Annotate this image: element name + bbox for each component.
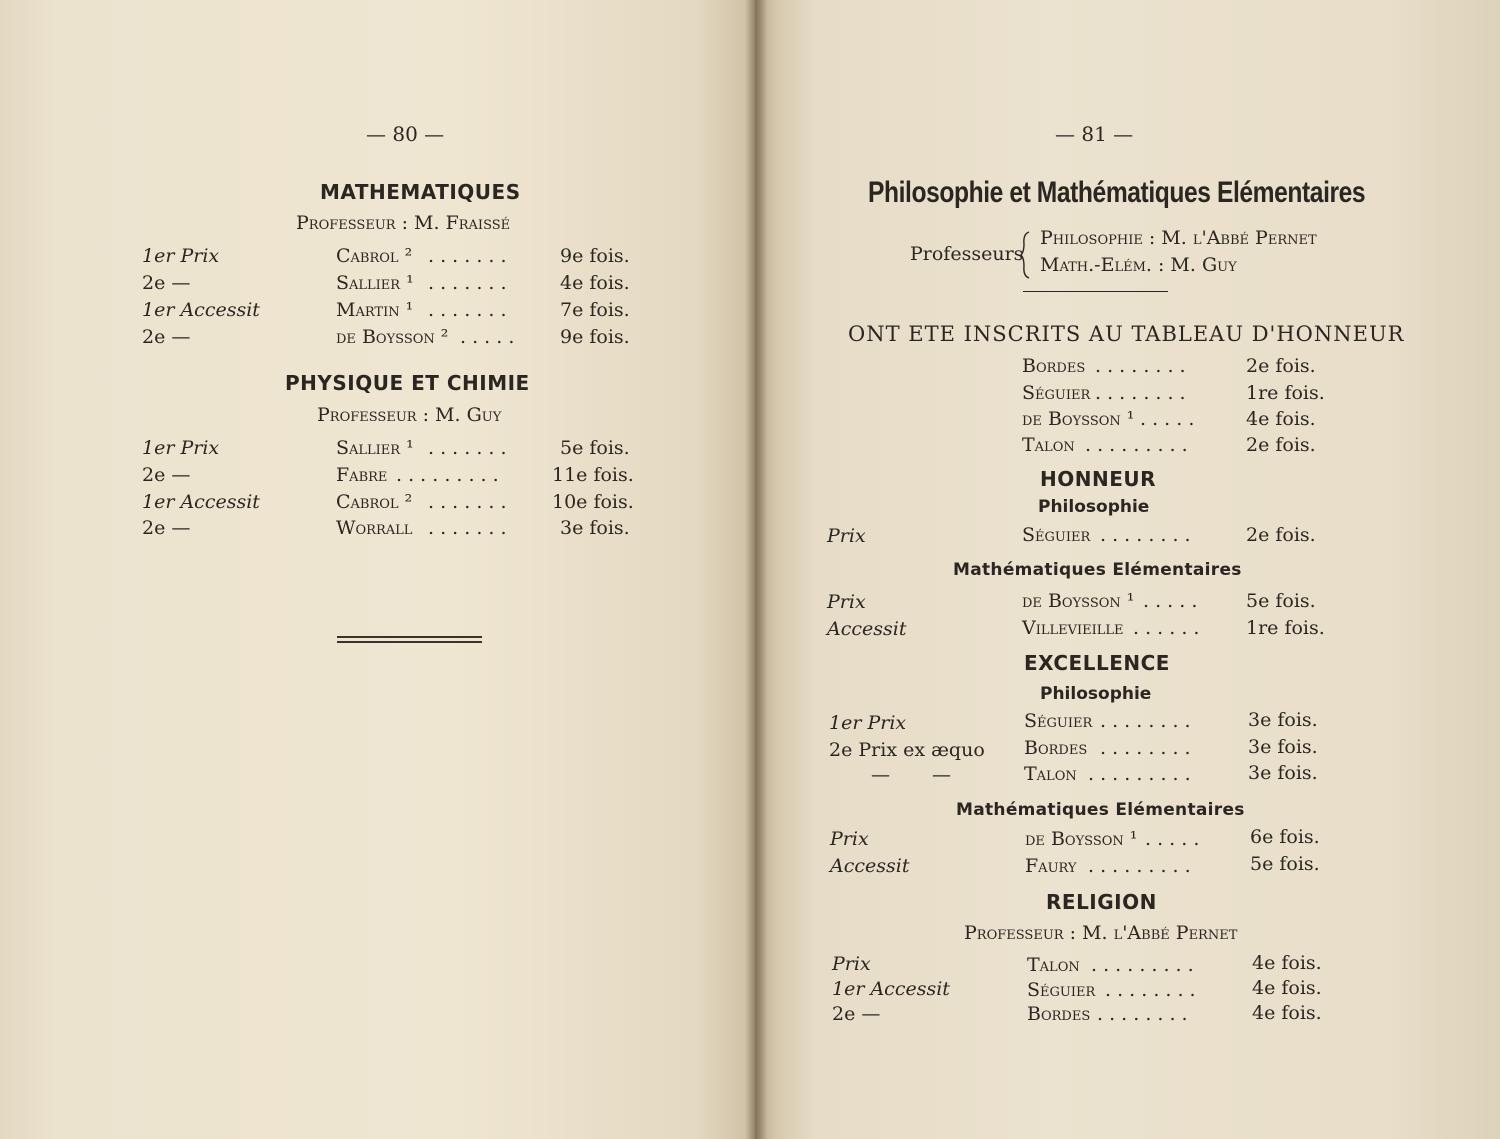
- title-rule: [1023, 291, 1168, 292]
- honneur-philo-row-1-dots: . . . . . . . .: [1100, 524, 1191, 546]
- religion-row-2-name: Séguier: [1027, 979, 1096, 1001]
- physique-row-4-rank: 2e —: [142, 517, 191, 539]
- brace-icon: [1020, 230, 1032, 280]
- excellence-math-row-1-dots: . . . . .: [1145, 828, 1200, 850]
- honneur-heading: HONNEUR: [1040, 467, 1157, 491]
- math-row-4-dots: . . . . .: [460, 326, 515, 348]
- excellence-philo-row-2-times: 3e fois.: [1248, 736, 1318, 758]
- math-row-2-times: 4e fois.: [560, 272, 630, 294]
- honour-row-3-dots: . . . . .: [1140, 408, 1195, 430]
- excellence-philo-row-3-dots: . . . . . . . . .: [1088, 763, 1191, 785]
- religion-row-1-dots: . . . . . . . . .: [1091, 954, 1194, 976]
- physique-row-1-rank: 1er Prix: [142, 437, 220, 459]
- excellence-math-row-2-times: 5e fois.: [1250, 853, 1320, 875]
- honour-table-heading: ONT ETE INSCRITS AU TABLEAU D'HONNEUR: [848, 322, 1405, 346]
- honneur-math-row-1-rank: Prix: [827, 591, 866, 613]
- honneur-math-row-1-name: de Boysson ¹: [1022, 590, 1135, 612]
- physique-row-2-times: 11e fois.: [552, 464, 634, 486]
- math-row-3-times: 7e fois.: [560, 299, 630, 321]
- excellence-math-row-2-name: Faury: [1025, 855, 1077, 877]
- religion-row-3-rank: 2e —: [832, 1003, 881, 1025]
- math-row-2-dots: . . . . . . .: [428, 272, 507, 294]
- section-title: Philosophie et Mathématiques Elémentaires: [868, 176, 1366, 209]
- professor-math: Math.-Elém. : M. Guy: [1040, 254, 1237, 276]
- honour-row-2-dots: . . . . . . . .: [1095, 382, 1186, 404]
- math-row-2-name: Sallier ¹: [336, 272, 414, 294]
- honour-row-1-name: Bordes: [1022, 355, 1086, 377]
- excellence-philo-row-3-rank: — —: [871, 764, 952, 786]
- excellence-philo-row-3-times: 3e fois.: [1248, 762, 1318, 784]
- excellence-philo-heading: Philosophie: [1040, 684, 1152, 704]
- excellence-philo-row-1-dots: . . . . . . . .: [1100, 710, 1191, 732]
- excellence-math-heading: Mathématiques Elémentaires: [956, 800, 1245, 820]
- honour-row-2-times: 1re fois.: [1246, 382, 1325, 404]
- professor-philosophie: Philosophie : M. l'Abbé Pernet: [1040, 227, 1317, 249]
- math-row-4-rank: 2e —: [142, 326, 191, 348]
- book-gutter: [745, 0, 767, 1139]
- physique-row-3-dots: . . . . . . .: [428, 491, 507, 513]
- honneur-philo-row-1-rank: Prix: [827, 525, 866, 547]
- excellence-math-row-1-rank: Prix: [830, 828, 869, 850]
- honour-row-4-dots: . . . . . . . . .: [1085, 434, 1188, 456]
- end-double-rule: [337, 636, 482, 643]
- honour-row-4-name: Talon: [1022, 434, 1075, 456]
- honour-row-1-dots: . . . . . . . .: [1095, 355, 1186, 377]
- honneur-philo-heading: Philosophie: [1038, 497, 1150, 517]
- page-number-80: — 80 —: [366, 122, 445, 146]
- math-row-1-dots: . . . . . . .: [428, 245, 507, 267]
- excellence-philo-row-1-rank: 1er Prix: [829, 712, 907, 734]
- honneur-math-heading: Mathématiques Elémentaires: [953, 560, 1242, 580]
- honour-row-3-times: 4e fois.: [1246, 408, 1316, 430]
- math-row-4-times: 9e fois.: [560, 326, 630, 348]
- honour-row-2-name: Séguier: [1022, 382, 1091, 404]
- religion-row-1-rank: Prix: [832, 953, 871, 975]
- math-row-3-name: Martin ¹: [336, 299, 414, 321]
- excellence-philo-row-1-times: 3e fois.: [1248, 709, 1318, 731]
- religion-heading: RELIGION: [1046, 890, 1157, 914]
- physique-row-3-rank: 1er Accessit: [142, 491, 260, 513]
- religion-row-1-times: 4e fois.: [1252, 952, 1322, 974]
- right-page: [755, 0, 1500, 1139]
- honneur-philo-row-1-name: Séguier: [1022, 524, 1091, 546]
- math-row-2-rank: 2e —: [142, 272, 191, 294]
- professors-label: Professeurs: [910, 243, 1024, 265]
- religion-professor: Professeur : M. l'Abbé Pernet: [964, 922, 1238, 944]
- physique-professor: Professeur : M. Guy: [317, 404, 502, 426]
- math-professor: Professeur : M. Fraissé: [296, 212, 511, 234]
- physique-row-3-name: Cabrol ²: [336, 491, 413, 513]
- excellence-philo-row-3-name: Talon: [1024, 763, 1077, 785]
- honour-row-4-times: 2e fois.: [1246, 434, 1316, 456]
- physique-row-2-rank: 2e —: [142, 464, 191, 486]
- math-row-4-name: de Boysson ²: [336, 326, 449, 348]
- physique-row-1-dots: . . . . . . .: [428, 437, 507, 459]
- physique-row-4-dots: . . . . . . .: [428, 517, 507, 539]
- honneur-math-row-1-dots: . . . . .: [1143, 590, 1198, 612]
- physique-row-4-times: 3e fois.: [560, 517, 630, 539]
- honneur-math-row-2-times: 1re fois.: [1246, 617, 1325, 639]
- honneur-math-row-2-rank: Accessit: [827, 618, 907, 640]
- religion-row-3-times: 4e fois.: [1252, 1002, 1322, 1024]
- religion-row-2-times: 4e fois.: [1252, 977, 1322, 999]
- religion-row-1-name: Talon: [1027, 954, 1080, 976]
- honneur-philo-row-1-times: 2e fois.: [1246, 524, 1316, 546]
- excellence-math-row-2-dots: . . . . . . . . .: [1088, 855, 1191, 877]
- excellence-philo-row-2-dots: . . . . . . . .: [1100, 737, 1191, 759]
- excellence-philo-row-2-name: Bordes: [1024, 737, 1088, 759]
- physique-row-3-times: 10e fois.: [552, 491, 634, 513]
- excellence-philo-row-2-rank: 2e Prix ex æquo: [829, 739, 985, 761]
- excellence-math-row-1-name: de Boysson ¹: [1025, 828, 1138, 850]
- physique-row-2-name: Fabre: [336, 464, 388, 486]
- physique-row-1-name: Sallier ¹: [336, 437, 414, 459]
- excellence-philo-row-1-name: Séguier: [1024, 710, 1093, 732]
- religion-row-3-dots: . . . . . . . .: [1097, 1003, 1188, 1025]
- religion-row-2-rank: 1er Accessit: [832, 978, 950, 1000]
- math-row-1-rank: 1er Prix: [142, 245, 220, 267]
- religion-row-3-name: Bordes: [1027, 1003, 1091, 1025]
- physique-heading: PHYSIQUE ET CHIMIE: [285, 371, 530, 395]
- math-row-3-rank: 1er Accessit: [142, 299, 260, 321]
- excellence-heading: EXCELLENCE: [1024, 651, 1170, 675]
- physique-row-1-times: 5e fois.: [560, 437, 630, 459]
- math-row-1-times: 9e fois.: [560, 245, 630, 267]
- honour-row-3-name: de Boysson ¹: [1022, 408, 1135, 430]
- physique-row-4-name: Worrall: [336, 517, 413, 539]
- religion-row-2-dots: . . . . . . . .: [1105, 979, 1196, 1001]
- page-number-81: — 81 —: [1055, 122, 1134, 146]
- physique-row-2-dots: . . . . . . . . .: [396, 464, 499, 486]
- excellence-math-row-1-times: 6e fois.: [1250, 826, 1320, 848]
- honour-row-1-times: 2e fois.: [1246, 355, 1316, 377]
- excellence-math-row-2-rank: Accessit: [830, 855, 910, 877]
- honneur-math-row-2-name: Villevieille: [1022, 617, 1124, 639]
- honneur-math-row-2-dots: . . . . . .: [1133, 617, 1200, 639]
- math-heading: MATHEMATIQUES: [320, 180, 521, 204]
- math-row-3-dots: . . . . . . .: [428, 299, 507, 321]
- math-row-1-name: Cabrol ²: [336, 245, 413, 267]
- honneur-math-row-1-times: 5e fois.: [1246, 590, 1316, 612]
